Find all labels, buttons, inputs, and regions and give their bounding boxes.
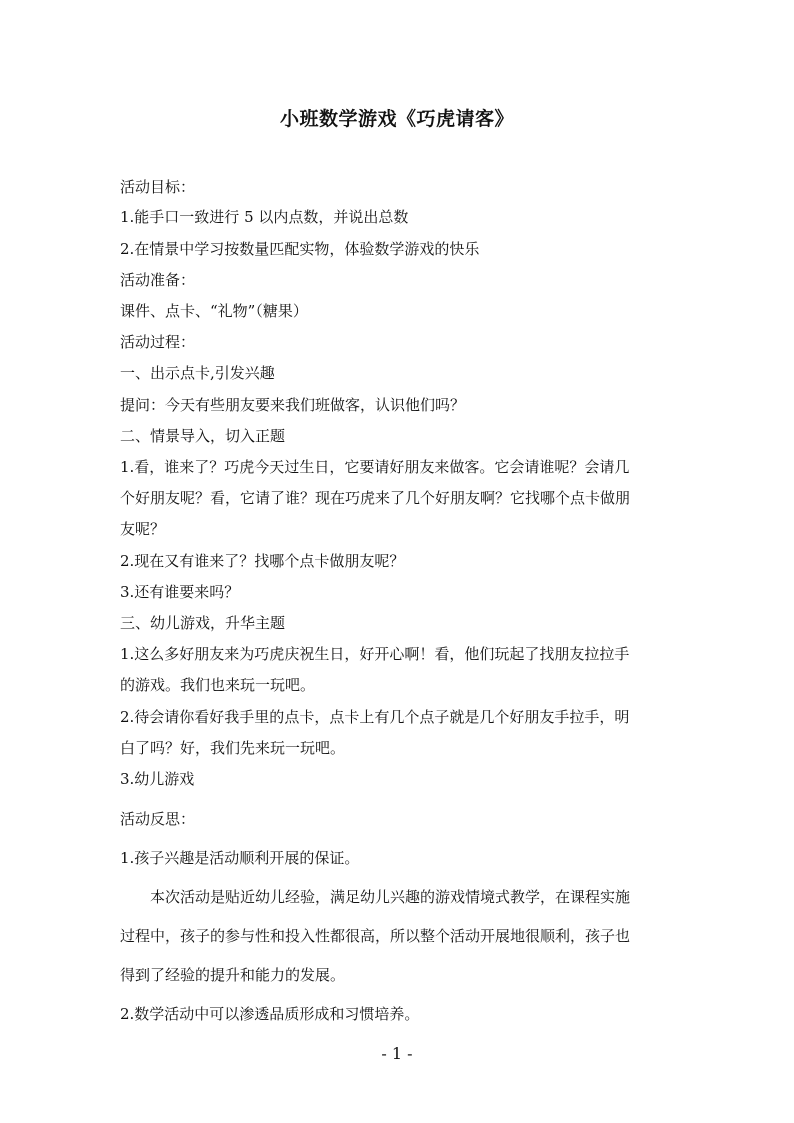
text-line: 提问：今天有些朋友要来我们班做客，认识他们吗？	[120, 396, 466, 414]
text-line: 2.在情景中学习按数量匹配实物，体验数学游戏的快乐	[120, 240, 480, 258]
text-line: 课件、点卡、“礼物”（糖果）	[120, 302, 308, 320]
text-line: 活动反思：	[120, 810, 196, 828]
text-line: 3.还有谁要来吗？	[120, 583, 240, 601]
text-line: 友呢？	[120, 520, 166, 538]
text-line: 白了吗？好，我们先来玩一玩吧。	[120, 739, 346, 757]
text-line: 一、出示点卡,引发兴趣	[120, 364, 275, 382]
text-line: 活动过程：	[120, 333, 196, 351]
text-line: 得到了经验的提升和能力的发展。	[120, 966, 346, 984]
page-number: - 1 -	[381, 1044, 413, 1063]
text-line: 活动目标：	[120, 178, 196, 196]
text-line: 活动准备：	[120, 271, 196, 289]
text-line: 1.这么多好朋友来为巧虎庆祝生日，好开心啊！看，他们玩起了找朋友拉拉手	[120, 645, 630, 663]
text-line: 过程中，孩子的参与性和投入性都很高，所以整个活动开展地很顺利，孩子也	[120, 927, 631, 945]
text-line: 1.看，谁来了？巧虎今天过生日，它要请好朋友来做客。它会请谁呢？会请几	[120, 458, 630, 476]
text-line: 2.数学活动中可以渗透品质形成和习惯培养。	[120, 1005, 420, 1023]
text-line: 3.幼儿游戏	[120, 770, 195, 788]
text-line: 2.待会请你看好我手里的点卡，点卡上有几个点子就是几个好朋友手拉手，明	[120, 708, 630, 726]
text-line: 本次活动是贴近幼儿经验，满足幼儿兴趣的游戏情境式教学，在课程实施	[150, 888, 631, 906]
text-line: 的游戏。我们也来玩一玩吧。	[120, 676, 316, 694]
text-line: 1.能手口一致进行 5 以内点数，并说出总数	[120, 208, 409, 226]
text-line: 2.现在又有谁来了？找哪个点卡做朋友呢？	[120, 552, 405, 570]
document-title: 小班数学游戏《巧虎请客》	[279, 108, 514, 130]
text-line: 二、情景导入，切入正题	[120, 427, 286, 445]
text-line: 1.孩子兴趣是活动顺利开展的保证。	[120, 849, 360, 867]
text-line: 个好朋友呢？看，它请了谁？现在巧虎来了几个好朋友啊？它找哪个点卡做朋	[120, 489, 631, 507]
text-line: 三、幼儿游戏，升华主题	[120, 614, 286, 632]
